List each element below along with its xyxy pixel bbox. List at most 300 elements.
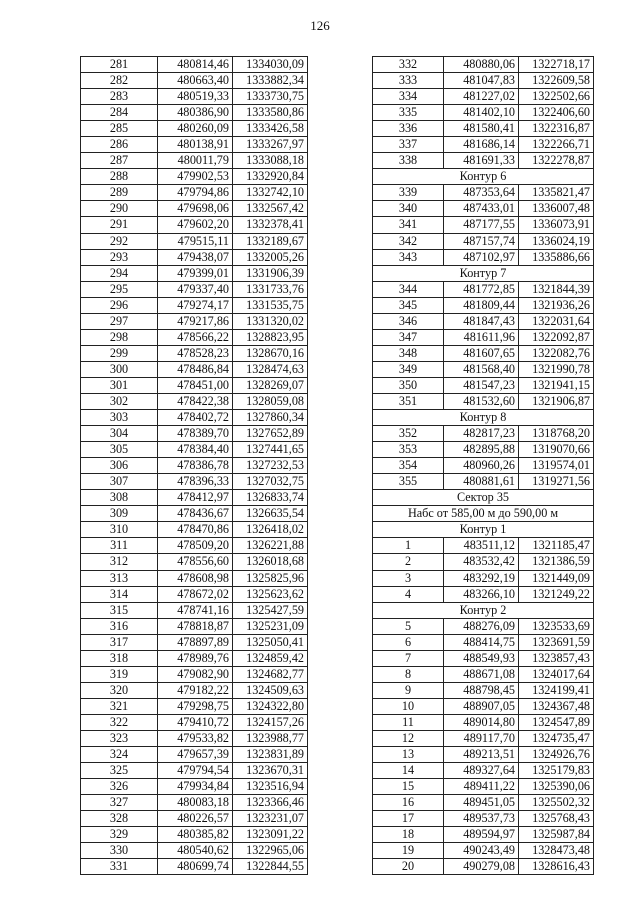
y-coordinate: 1325231,09 xyxy=(233,618,308,634)
section-heading: Контур 1 xyxy=(373,522,594,538)
x-coordinate: 483532,42 xyxy=(444,554,519,570)
point-number: 331 xyxy=(81,859,158,875)
table-row xyxy=(81,313,308,329)
point-number: 294 xyxy=(81,265,158,281)
point-number: 326 xyxy=(81,779,158,795)
y-coordinate: 1319574,01 xyxy=(519,458,594,474)
x-coordinate: 481686,14 xyxy=(444,137,519,153)
point-number: 12 xyxy=(373,730,444,746)
table-row xyxy=(373,827,594,843)
point-number: 296 xyxy=(81,297,158,313)
y-coordinate: 1325179,83 xyxy=(519,763,594,779)
point-number: 4 xyxy=(373,586,444,602)
y-coordinate: 1324509,63 xyxy=(233,682,308,698)
y-coordinate: 1332567,42 xyxy=(233,201,308,217)
point-number: 306 xyxy=(81,458,158,474)
x-coordinate: 479274,17 xyxy=(158,297,233,313)
y-coordinate: 1322965,06 xyxy=(233,843,308,859)
table-row xyxy=(81,522,308,538)
x-coordinate: 482895,88 xyxy=(444,442,519,458)
x-coordinate: 478470,86 xyxy=(158,522,233,538)
point-number: 317 xyxy=(81,634,158,650)
x-coordinate: 479410,72 xyxy=(158,714,233,730)
point-number: 305 xyxy=(81,442,158,458)
x-coordinate: 479217,86 xyxy=(158,313,233,329)
table-row xyxy=(81,265,308,281)
point-number: 297 xyxy=(81,313,158,329)
table-row xyxy=(81,811,308,827)
point-number: 287 xyxy=(81,153,158,169)
x-coordinate: 488276,09 xyxy=(444,618,519,634)
y-coordinate: 1324926,76 xyxy=(519,747,594,763)
x-coordinate: 480663,40 xyxy=(158,73,233,89)
table-row xyxy=(81,634,308,650)
y-coordinate: 1322031,64 xyxy=(519,313,594,329)
table-row xyxy=(373,714,594,730)
table-row xyxy=(81,747,308,763)
point-number: 19 xyxy=(373,843,444,859)
point-number: 352 xyxy=(373,426,444,442)
point-number: 320 xyxy=(81,682,158,698)
point-number: 319 xyxy=(81,666,158,682)
x-coordinate: 479794,54 xyxy=(158,763,233,779)
point-number: 354 xyxy=(373,458,444,474)
y-coordinate: 1321386,59 xyxy=(519,554,594,570)
y-coordinate: 1321936,26 xyxy=(519,297,594,313)
y-coordinate: 1326221,88 xyxy=(233,538,308,554)
point-number: 10 xyxy=(373,698,444,714)
y-coordinate: 1328059,08 xyxy=(233,393,308,409)
table-row xyxy=(373,345,594,361)
table-row xyxy=(373,153,594,169)
y-coordinate: 1333882,34 xyxy=(233,73,308,89)
y-coordinate: 1322278,87 xyxy=(519,153,594,169)
y-coordinate: 1325502,32 xyxy=(519,795,594,811)
x-coordinate: 478412,97 xyxy=(158,490,233,506)
point-number: 351 xyxy=(373,393,444,409)
table-row xyxy=(373,442,594,458)
point-number: 316 xyxy=(81,618,158,634)
table-row xyxy=(81,233,308,249)
y-coordinate: 1331320,02 xyxy=(233,313,308,329)
point-number: 295 xyxy=(81,281,158,297)
section-heading: Контур 8 xyxy=(373,410,594,426)
point-number: 6 xyxy=(373,634,444,650)
table-row xyxy=(373,698,594,714)
y-coordinate: 1328474,63 xyxy=(233,361,308,377)
table-row xyxy=(373,249,594,265)
x-coordinate: 478509,20 xyxy=(158,538,233,554)
point-number: 3 xyxy=(373,570,444,586)
x-coordinate: 478486,84 xyxy=(158,361,233,377)
y-coordinate: 1327032,75 xyxy=(233,474,308,490)
x-coordinate: 479438,07 xyxy=(158,249,233,265)
section-heading-row xyxy=(373,169,594,185)
point-number: 347 xyxy=(373,329,444,345)
point-number: 310 xyxy=(81,522,158,538)
y-coordinate: 1336073,91 xyxy=(519,217,594,233)
point-number: 314 xyxy=(81,586,158,602)
x-coordinate: 479698,06 xyxy=(158,201,233,217)
x-coordinate: 480260,09 xyxy=(158,121,233,137)
section-heading-row xyxy=(373,506,594,522)
point-number: 330 xyxy=(81,843,158,859)
x-coordinate: 478608,98 xyxy=(158,570,233,586)
y-coordinate: 1332742,10 xyxy=(233,185,308,201)
y-coordinate: 1325623,62 xyxy=(233,586,308,602)
x-coordinate: 489213,51 xyxy=(444,747,519,763)
point-number: 302 xyxy=(81,393,158,409)
point-number: 292 xyxy=(81,233,158,249)
x-coordinate: 479934,84 xyxy=(158,779,233,795)
point-number: 304 xyxy=(81,426,158,442)
table-row xyxy=(81,89,308,105)
y-coordinate: 1326418,02 xyxy=(233,522,308,538)
y-coordinate: 1324367,48 xyxy=(519,698,594,714)
y-coordinate: 1326833,74 xyxy=(233,490,308,506)
x-coordinate: 489327,64 xyxy=(444,763,519,779)
y-coordinate: 1321249,22 xyxy=(519,586,594,602)
x-coordinate: 479902,53 xyxy=(158,169,233,185)
y-coordinate: 1327860,34 xyxy=(233,410,308,426)
table-row xyxy=(81,538,308,554)
point-number: 309 xyxy=(81,506,158,522)
y-coordinate: 1336007,48 xyxy=(519,201,594,217)
x-coordinate: 478989,76 xyxy=(158,650,233,666)
point-number: 341 xyxy=(373,217,444,233)
section-heading: Контур 6 xyxy=(373,169,594,185)
x-coordinate: 482817,23 xyxy=(444,426,519,442)
y-coordinate: 1325987,84 xyxy=(519,827,594,843)
point-number: 11 xyxy=(373,714,444,730)
x-coordinate: 480814,46 xyxy=(158,57,233,73)
x-coordinate: 481402,10 xyxy=(444,105,519,121)
y-coordinate: 1326635,54 xyxy=(233,506,308,522)
x-coordinate: 479602,20 xyxy=(158,217,233,233)
table-row xyxy=(373,747,594,763)
x-coordinate: 483511,12 xyxy=(444,538,519,554)
y-coordinate: 1318768,20 xyxy=(519,426,594,442)
table-row xyxy=(81,779,308,795)
x-coordinate: 490279,08 xyxy=(444,859,519,875)
table-row xyxy=(81,618,308,634)
point-number: 14 xyxy=(373,763,444,779)
table-row xyxy=(81,393,308,409)
section-heading-row xyxy=(373,602,594,618)
table-row xyxy=(373,843,594,859)
point-number: 345 xyxy=(373,297,444,313)
y-coordinate: 1322406,60 xyxy=(519,105,594,121)
point-number: 288 xyxy=(81,169,158,185)
point-number: 311 xyxy=(81,538,158,554)
point-number: 313 xyxy=(81,570,158,586)
table-row xyxy=(81,843,308,859)
table-row xyxy=(373,554,594,570)
point-number: 17 xyxy=(373,811,444,827)
table-row xyxy=(81,795,308,811)
x-coordinate: 481568,40 xyxy=(444,361,519,377)
point-number: 332 xyxy=(373,57,444,73)
x-coordinate: 483266,10 xyxy=(444,586,519,602)
table-row xyxy=(81,666,308,682)
table-row xyxy=(373,426,594,442)
x-coordinate: 478402,72 xyxy=(158,410,233,426)
x-coordinate: 478566,22 xyxy=(158,329,233,345)
y-coordinate: 1323988,77 xyxy=(233,730,308,746)
point-number: 353 xyxy=(373,442,444,458)
table-row xyxy=(81,185,308,201)
table-row xyxy=(81,859,308,875)
point-number: 327 xyxy=(81,795,158,811)
table-row xyxy=(373,795,594,811)
y-coordinate: 1325050,41 xyxy=(233,634,308,650)
x-coordinate: 487102,97 xyxy=(444,249,519,265)
x-coordinate: 487353,64 xyxy=(444,185,519,201)
x-coordinate: 478451,00 xyxy=(158,377,233,393)
x-coordinate: 480699,74 xyxy=(158,859,233,875)
table-row xyxy=(373,730,594,746)
x-coordinate: 480519,33 xyxy=(158,89,233,105)
table-row xyxy=(373,570,594,586)
point-number: 344 xyxy=(373,281,444,297)
point-number: 318 xyxy=(81,650,158,666)
y-coordinate: 1321449,09 xyxy=(519,570,594,586)
x-coordinate: 481691,33 xyxy=(444,153,519,169)
y-coordinate: 1333267,97 xyxy=(233,137,308,153)
point-number: 293 xyxy=(81,249,158,265)
table-row xyxy=(373,217,594,233)
table-row xyxy=(81,105,308,121)
point-number: 340 xyxy=(373,201,444,217)
table-row xyxy=(373,185,594,201)
table-row xyxy=(373,121,594,137)
table-row xyxy=(373,763,594,779)
y-coordinate: 1328823,95 xyxy=(233,329,308,345)
point-number: 7 xyxy=(373,650,444,666)
x-coordinate: 479657,39 xyxy=(158,747,233,763)
point-number: 9 xyxy=(373,682,444,698)
y-coordinate: 1323516,94 xyxy=(233,779,308,795)
y-coordinate: 1322502,66 xyxy=(519,89,594,105)
table-row xyxy=(81,73,308,89)
point-number: 289 xyxy=(81,185,158,201)
table-row xyxy=(81,329,308,345)
x-coordinate: 481047,83 xyxy=(444,73,519,89)
y-coordinate: 1321990,78 xyxy=(519,361,594,377)
x-coordinate: 479182,22 xyxy=(158,682,233,698)
x-coordinate: 478672,02 xyxy=(158,586,233,602)
y-coordinate: 1331733,76 xyxy=(233,281,308,297)
table-row xyxy=(81,281,308,297)
x-coordinate: 487157,74 xyxy=(444,233,519,249)
point-number: 334 xyxy=(373,89,444,105)
table-row xyxy=(373,650,594,666)
x-coordinate: 480226,57 xyxy=(158,811,233,827)
point-number: 13 xyxy=(373,747,444,763)
table-row xyxy=(373,201,594,217)
point-number: 324 xyxy=(81,747,158,763)
y-coordinate: 1324017,64 xyxy=(519,666,594,682)
table-row xyxy=(81,730,308,746)
x-coordinate: 489014,80 xyxy=(444,714,519,730)
point-number: 285 xyxy=(81,121,158,137)
x-coordinate: 478818,87 xyxy=(158,618,233,634)
x-coordinate: 480385,82 xyxy=(158,827,233,843)
table-row xyxy=(81,153,308,169)
point-number: 20 xyxy=(373,859,444,875)
y-coordinate: 1327232,53 xyxy=(233,458,308,474)
y-coordinate: 1331906,39 xyxy=(233,265,308,281)
point-number: 323 xyxy=(81,730,158,746)
y-coordinate: 1322844,55 xyxy=(233,859,308,875)
point-number: 339 xyxy=(373,185,444,201)
y-coordinate: 1327441,65 xyxy=(233,442,308,458)
x-coordinate: 480960,26 xyxy=(444,458,519,474)
x-coordinate: 489451,05 xyxy=(444,795,519,811)
table-row xyxy=(81,474,308,490)
table-row xyxy=(81,650,308,666)
point-number: 315 xyxy=(81,602,158,618)
point-number: 346 xyxy=(373,313,444,329)
x-coordinate: 483292,19 xyxy=(444,570,519,586)
table-row xyxy=(81,570,308,586)
x-coordinate: 487433,01 xyxy=(444,201,519,217)
y-coordinate: 1323857,43 xyxy=(519,650,594,666)
table-row xyxy=(81,426,308,442)
point-number: 18 xyxy=(373,827,444,843)
point-number: 338 xyxy=(373,153,444,169)
x-coordinate: 481809,44 xyxy=(444,297,519,313)
table-row xyxy=(373,859,594,875)
point-number: 343 xyxy=(373,249,444,265)
x-coordinate: 478422,38 xyxy=(158,393,233,409)
y-coordinate: 1332920,84 xyxy=(233,169,308,185)
point-number: 15 xyxy=(373,779,444,795)
table-row xyxy=(373,313,594,329)
table-row xyxy=(373,57,594,73)
y-coordinate: 1322718,17 xyxy=(519,57,594,73)
x-coordinate: 479298,75 xyxy=(158,698,233,714)
table-row xyxy=(81,201,308,217)
x-coordinate: 481772,85 xyxy=(444,281,519,297)
y-coordinate: 1328616,43 xyxy=(519,859,594,875)
table-row xyxy=(81,217,308,233)
x-coordinate: 488798,45 xyxy=(444,682,519,698)
y-coordinate: 1325427,59 xyxy=(233,602,308,618)
point-number: 307 xyxy=(81,474,158,490)
table-row xyxy=(373,666,594,682)
x-coordinate: 481580,41 xyxy=(444,121,519,137)
point-number: 329 xyxy=(81,827,158,843)
point-number: 348 xyxy=(373,345,444,361)
y-coordinate: 1333426,58 xyxy=(233,121,308,137)
point-number: 300 xyxy=(81,361,158,377)
point-number: 8 xyxy=(373,666,444,682)
point-number: 283 xyxy=(81,89,158,105)
x-coordinate: 479082,90 xyxy=(158,666,233,682)
y-coordinate: 1323691,59 xyxy=(519,634,594,650)
section-heading: Набс от 585,00 м до 590,00 м xyxy=(373,506,594,522)
table-row xyxy=(81,506,308,522)
y-coordinate: 1326018,68 xyxy=(233,554,308,570)
y-coordinate: 1324547,89 xyxy=(519,714,594,730)
x-coordinate: 480881,61 xyxy=(444,474,519,490)
point-number: 16 xyxy=(373,795,444,811)
point-number: 312 xyxy=(81,554,158,570)
table-row xyxy=(81,490,308,506)
x-coordinate: 479533,82 xyxy=(158,730,233,746)
table-row xyxy=(373,474,594,490)
x-coordinate: 478897,89 xyxy=(158,634,233,650)
point-number: 303 xyxy=(81,410,158,426)
x-coordinate: 478396,33 xyxy=(158,474,233,490)
x-coordinate: 478556,60 xyxy=(158,554,233,570)
x-coordinate: 478384,40 xyxy=(158,442,233,458)
y-coordinate: 1323831,89 xyxy=(233,747,308,763)
x-coordinate: 489117,70 xyxy=(444,730,519,746)
table-row xyxy=(373,361,594,377)
x-coordinate: 480880,06 xyxy=(444,57,519,73)
y-coordinate: 1334030,09 xyxy=(233,57,308,73)
y-coordinate: 1322609,58 xyxy=(519,73,594,89)
y-coordinate: 1323670,31 xyxy=(233,763,308,779)
table-row xyxy=(81,827,308,843)
x-coordinate: 488414,75 xyxy=(444,634,519,650)
table-row xyxy=(373,233,594,249)
x-coordinate: 480386,90 xyxy=(158,105,233,121)
x-coordinate: 487177,55 xyxy=(444,217,519,233)
point-number: 322 xyxy=(81,714,158,730)
table-row xyxy=(373,393,594,409)
y-coordinate: 1333730,75 xyxy=(233,89,308,105)
table-row xyxy=(81,458,308,474)
point-number: 5 xyxy=(373,618,444,634)
point-number: 284 xyxy=(81,105,158,121)
y-coordinate: 1319271,56 xyxy=(519,474,594,490)
x-coordinate: 478436,67 xyxy=(158,506,233,522)
x-coordinate: 478386,78 xyxy=(158,458,233,474)
y-coordinate: 1325825,96 xyxy=(233,570,308,586)
table-row xyxy=(373,586,594,602)
y-coordinate: 1321941,15 xyxy=(519,377,594,393)
table-row xyxy=(81,345,308,361)
y-coordinate: 1324682,77 xyxy=(233,666,308,682)
right-coordinates-table xyxy=(372,56,594,875)
table-row xyxy=(373,73,594,89)
point-number: 337 xyxy=(373,137,444,153)
table-row xyxy=(81,361,308,377)
section-heading-row xyxy=(373,410,594,426)
point-number: 290 xyxy=(81,201,158,217)
table-row xyxy=(373,811,594,827)
section-heading: Контур 2 xyxy=(373,602,594,618)
x-coordinate: 481611,96 xyxy=(444,329,519,345)
y-coordinate: 1322092,87 xyxy=(519,329,594,345)
x-coordinate: 479337,40 xyxy=(158,281,233,297)
x-coordinate: 488549,93 xyxy=(444,650,519,666)
y-coordinate: 1322266,71 xyxy=(519,137,594,153)
point-number: 328 xyxy=(81,811,158,827)
table-row xyxy=(373,618,594,634)
x-coordinate: 478389,70 xyxy=(158,426,233,442)
y-coordinate: 1322082,76 xyxy=(519,345,594,361)
point-number: 301 xyxy=(81,377,158,393)
x-coordinate: 489411,22 xyxy=(444,779,519,795)
table-row xyxy=(373,329,594,345)
y-coordinate: 1333580,86 xyxy=(233,105,308,121)
point-number: 308 xyxy=(81,490,158,506)
table-row xyxy=(81,763,308,779)
